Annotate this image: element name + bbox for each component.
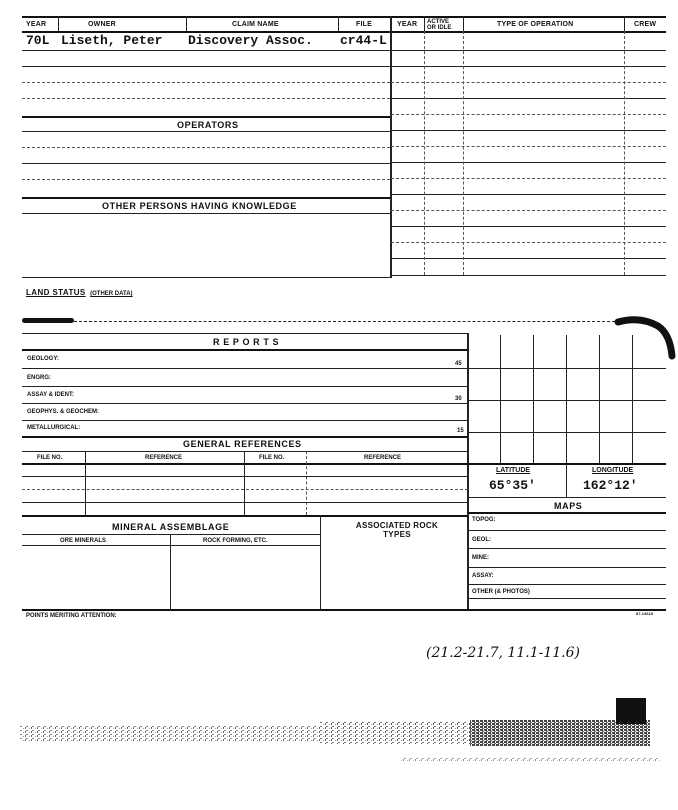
mineral-assemblage-heading: MINERAL ASSEMBLAGE [112,522,230,532]
map-other: OTHER (& PHOTOS) [472,589,530,595]
claim-owner: Liseth, Peter [61,33,163,48]
land-status-note: (OTHER DATA) [90,291,133,297]
header-active-idle: ACTIVE OR IDLE [427,19,452,31]
report-assay-num: 30 [455,396,462,402]
land-status-heading: LAND STATUS [26,288,86,297]
ref-header-file-no: FILE NO. [37,455,63,461]
header-crew: CREW [634,21,657,28]
report-geology-num: 45 [455,361,462,367]
ink-smudge-left [22,318,74,323]
maps-heading: MAPS [554,501,583,511]
claim-file: cr44-L [340,33,387,48]
ref-header-reference: REFERENCE [145,455,183,461]
longitude-value: 162°12' [583,478,638,493]
header-year-2: YEAR [397,21,418,28]
report-assay: ASSAY & IDENT: [27,392,75,398]
map-geol: GEOL: [472,537,491,543]
rock-forming-header: ROCK FORMING, ETC. [203,538,268,544]
latitude-label: LATITUDE [496,467,531,474]
report-geology: GEOLOGY: [27,356,59,362]
scan-noise-strip [20,690,670,780]
ref-header-file-no-2: FILE NO. [259,455,285,461]
report-metallurgical-num: 15 [457,428,464,434]
header-type-of-operation: TYPE OF OPERATION [497,21,574,28]
claim-year: 70L [26,33,50,48]
latitude-value: 65°35' [489,478,536,493]
associated-rock-types-heading: ASSOCIATED ROCK TYPES [355,521,439,539]
operators-heading: OPERATORS [177,120,239,130]
ref-header-reference-2: REFERENCE [364,455,402,461]
map-mine: MINE: [472,555,489,561]
longitude-label: LONGITUDE [592,467,634,474]
header-year: YEAR [26,21,47,28]
handwritten-note: (21.2-21.7, 11.1-11.6) [426,645,580,661]
header-file: FILE [356,21,372,28]
header-claim-name: CLAIM NAME [232,21,279,28]
header-owner: OWNER [88,21,116,28]
other-persons-heading: OTHER PERSONS HAVING KNOWLEDGE [102,201,297,211]
map-topog: TOPOG: [472,517,496,523]
form-number: 87-14618 [636,611,653,616]
report-engrg: ENGRG: [27,375,51,381]
report-geophys: GEOPHYS. & GEOCHEM: [27,409,100,415]
reports-heading: R E P O R T S [213,337,280,347]
general-references-heading: GENERAL REFERENCES [183,439,302,449]
points-meriting-attention: POINTS MERITING ATTENTION: [26,613,117,619]
map-assay: ASSAY: [472,573,494,579]
report-metallurgical: METALLURGICAL: [27,425,81,431]
ink-smudge-right [614,316,678,362]
claim-name: Discovery Assoc. [188,33,313,48]
ore-minerals-header: ORE MINERALS [60,538,107,544]
